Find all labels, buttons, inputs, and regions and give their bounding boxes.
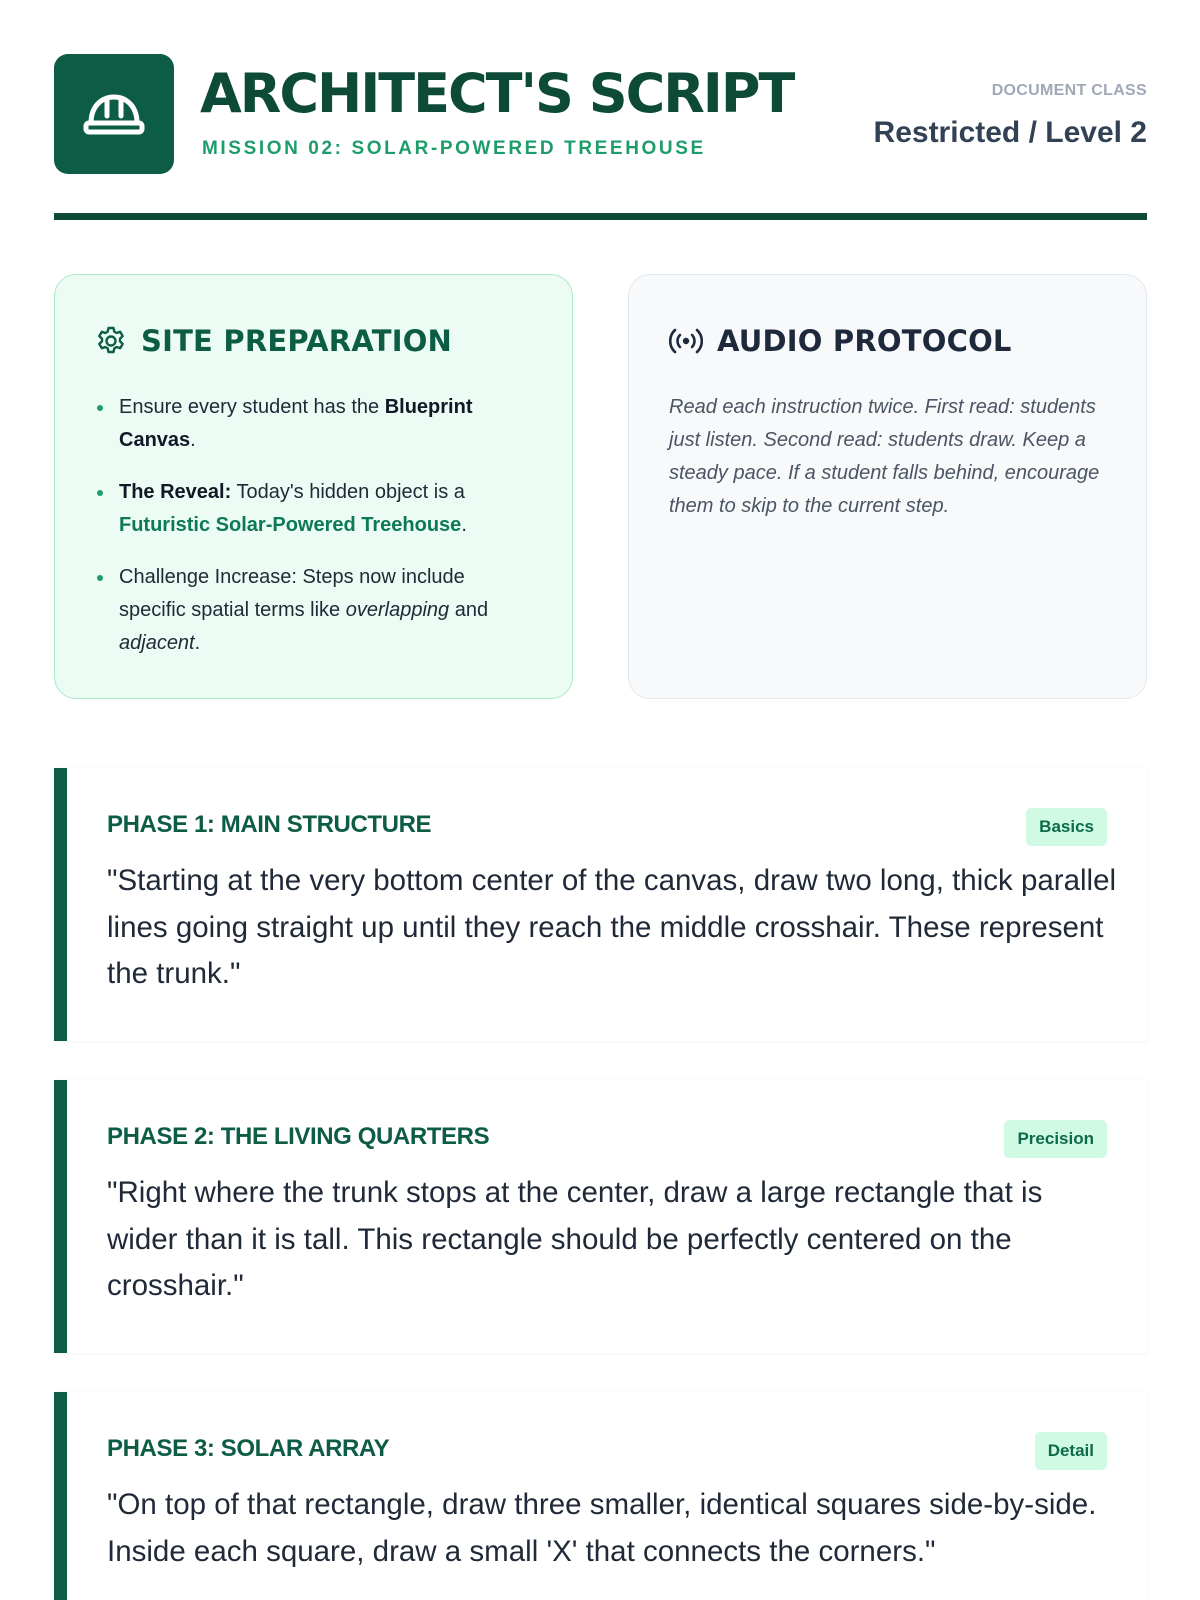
- phase-instruction: "Starting at the very bottom center of the canvas, draw two long, thick parallel lines going straight up until they reach the middle crosshair. These represent the trunk.": [107, 864, 1117, 990]
- list-item: Challenge Increase: Steps now include specific spatial terms like overlapping and adjacent.: [119, 561, 532, 660]
- phase-label: PHASE 3: SOLAR ARRAY: [107, 1435, 390, 1462]
- phase-instruction: "On top of that rectangle, draw three smaller, identical squares side-by-side. Inside each square, draw a small 'X' that connects the corners.": [107, 1488, 1097, 1568]
- list-item: The Reveal: Today's hidden object is a Futuristic Solar-Powered Treehouse.: [119, 476, 532, 542]
- phase-badge: Precision: [1004, 1120, 1107, 1158]
- phase-badge: Basics: [1026, 808, 1107, 846]
- page-title: ARCHITECT'S SCRIPT: [200, 62, 794, 125]
- phase-label: PHASE 2: THE LIVING QUARTERS: [107, 1123, 490, 1150]
- document-class-value: Restricted / Level 2: [873, 116, 1147, 149]
- broadcast-icon: [669, 326, 703, 356]
- logo: [54, 54, 174, 174]
- document-class-label: DOCUMENT CLASS: [991, 82, 1147, 99]
- phase-badge: Detail: [1035, 1432, 1107, 1470]
- phase-instruction: "Right where the trunk stops at the center, draw a large rectangle that is wider than it is tall. This rectangle should be perfectly centered on the crosshair.": [107, 1176, 1043, 1302]
- audio-protocol-text: Read each instruction twice. First read: students just listen. Second read: students draw. Keep a steady pace. If a student falls behind, encourage them to skip to the current step.: [669, 396, 1100, 517]
- site-preparation-header: [95, 321, 532, 361]
- page-header: [54, 54, 1147, 176]
- header-divider: [54, 213, 1147, 220]
- mission-subtitle: MISSION 02: SOLAR-POWERED TREEHOUSE: [202, 138, 706, 159]
- phase-card-3: [54, 1392, 1147, 1600]
- gear-icon: [95, 325, 127, 357]
- site-preparation-list: [95, 391, 532, 660]
- audio-protocol-header: [669, 321, 1106, 361]
- list-item: Ensure every student has the Blueprint Canvas.: [119, 391, 532, 457]
- site-preparation-card: [54, 274, 573, 699]
- phase-card-2: [54, 1080, 1147, 1353]
- phase-card-1: [54, 768, 1147, 1041]
- hard-hat-icon: [83, 89, 145, 139]
- phase-label: PHASE 1: MAIN STRUCTURE: [107, 811, 432, 838]
- audio-protocol-title: AUDIO PROTOCOL: [717, 324, 1012, 358]
- audio-protocol-card: [628, 274, 1147, 699]
- site-preparation-title: SITE PREPARATION: [141, 324, 453, 358]
